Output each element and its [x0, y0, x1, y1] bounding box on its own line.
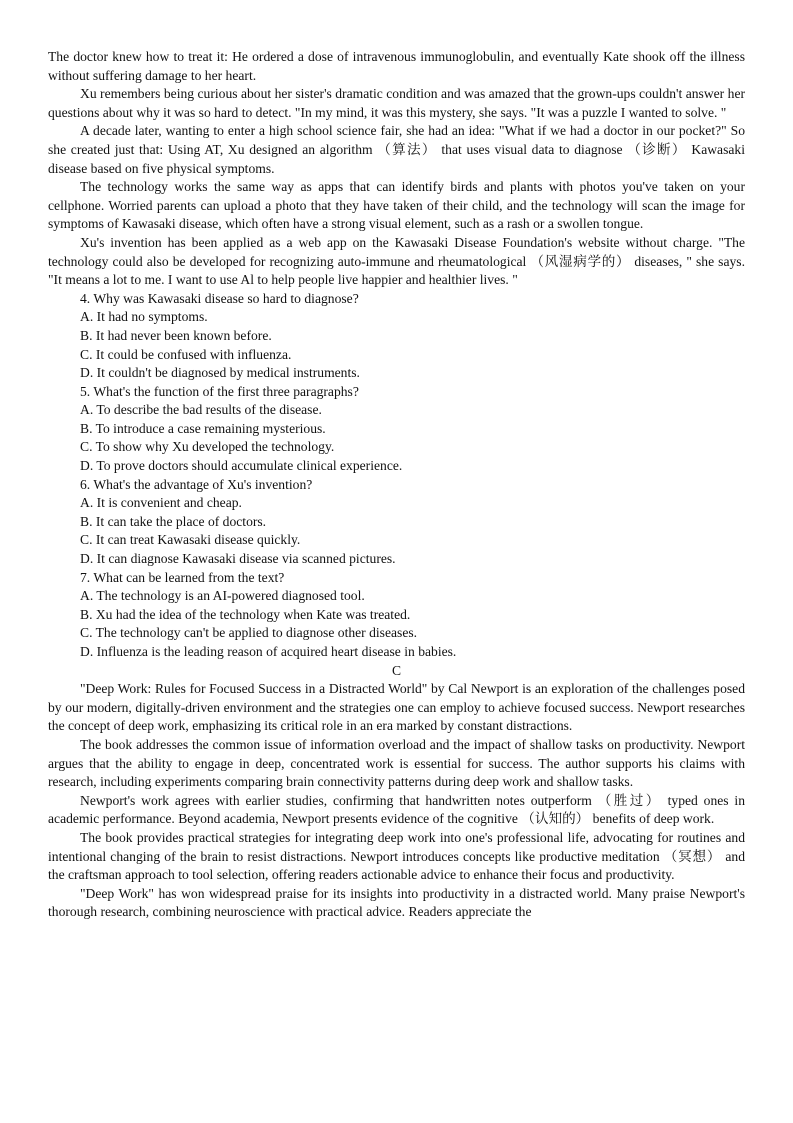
paragraph: "Deep Work" has won widespread praise for its insights into productivity in a distracted world. Many praise Newport's thorough research, combining neuroscience with practical advice. Readers appreciate the — [48, 885, 745, 920]
option-d: D. To prove doctors should accumulate clinical experience. — [80, 458, 403, 474]
paragraph: "Deep Work: Rules for Focused Success in a Distracted World" by Cal Newport is an exploration of the challenges posed by our modern, digitally-driven environment and the strategies one can employ to achieve focused success. Newport researches the concept of deep work, emphasizing its critical role in an era marked by constant distractions. — [48, 681, 745, 734]
option-a: A. It is convenient and cheap. — [80, 495, 242, 511]
option-b: B. It can take the place of doctors. — [80, 513, 267, 529]
option-b: B. To introduce a case remaining mysterious. — [80, 420, 326, 436]
document-page — [48, 48, 745, 922]
question-5 — [48, 383, 745, 476]
option-d: D. It can diagnose Kawasaki disease via scanned pictures. — [80, 551, 396, 567]
paragraph: A decade later, wanting to enter a high school science fair, she had an idea: "What if we had a doctor in our pocket?" So she created just that: Using AT, Xu designed an algorithm （算法） that uses visual data to diagnose （诊断） Kawasaki disease based on five physical symptoms. — [48, 123, 745, 176]
option-c: C. The technology can't be applied to diagnose other diseases. — [80, 625, 418, 641]
option-b: B. Xu had the idea of the technology when Kate was treated. — [80, 606, 411, 622]
paragraph: The technology works the same way as apps that can identify birds and plants with photos you've taken on your cellphone. Worried parents can upload a photo that they have taken of their child, and the technology will scan the image for symptoms of Kawasaki disease, which often have a strong visual element, such as a rash or a swollen tongue. — [48, 179, 745, 232]
question-stem: 7. What can be learned from the text? — [80, 569, 285, 585]
question-7 — [48, 569, 745, 662]
question-6 — [48, 476, 745, 569]
paragraph: Newport's work agrees with earlier studies, confirming that handwritten notes outperform （胜过） typed ones in academic performance. Beyond academia, Newport presents evidence of the cognitive （认知的） benefits of deep work. — [48, 792, 745, 827]
paragraph: Xu's invention has been applied as a web app on the Kawasaki Disease Foundation's website without charge. "The technology could also be developed for recognizing auto-immune and rheumatological （风湿病学的） diseases, " she says. "It means a lot to me. I want to use Al to help people live happier and healthier lives. " — [48, 234, 745, 288]
option-b: B. It had never been known before. — [80, 327, 272, 343]
passage-c — [48, 662, 745, 922]
option-c: C. It can treat Kawasaki disease quickly. — [80, 532, 301, 548]
question-stem: 5. What's the function of the first three paragraphs? — [80, 383, 359, 399]
option-a: A. The technology is an AI-powered diagnosed tool. — [80, 588, 365, 604]
question-stem: 4. Why was Kawasaki disease so hard to diagnose? — [80, 290, 359, 306]
option-a: A. It had no symptoms. — [80, 309, 208, 325]
question-stem: 6. What's the advantage of Xu's invention? — [80, 476, 313, 492]
paragraph: The book addresses the common issue of information overload and the impact of shallow tasks on productivity. Newport argues that the ability to engage in deep, concentrated work is essential for success. The author supports his claims with research, including experiments comparing brain connectivity patterns during deep work and shallow tasks. — [48, 736, 745, 790]
passage-b — [48, 48, 745, 290]
paragraph: The doctor knew how to treat it: He ordered a dose of intravenous immunoglobulin, and eventually Kate shook off the illness without suffering damage to her heart. — [48, 49, 745, 83]
section-heading: C — [391, 662, 402, 678]
paragraph: The book provides practical strategies for integrating deep work into one's professional life, advocating for routines and intentional changing of the brain to resist distractions. Newport introduces concepts like productive meditation （冥想） and the craftsman approach to tool selection, offering readers actionable advice to enhance their focus and productivity. — [48, 829, 745, 883]
question-4 — [48, 290, 745, 383]
option-c: C. To show why Xu developed the technology. — [80, 439, 335, 455]
option-d: D. Influenza is the leading reason of acquired heart disease in babies. — [80, 644, 457, 659]
paragraph: Xu remembers being curious about her sister's dramatic condition and was amazed that the grown-ups couldn't answer her questions about why it was so hard to detect. "In my mind, it was this mystery, she says. "It was a puzzle I wanted to solve. " — [48, 86, 745, 120]
option-a: A. To describe the bad results of the disease. — [80, 402, 322, 418]
option-c: C. It could be confused with influenza. — [80, 346, 292, 362]
question-list — [48, 290, 745, 662]
option-d: D. It couldn't be diagnosed by medical instruments. — [80, 365, 360, 381]
